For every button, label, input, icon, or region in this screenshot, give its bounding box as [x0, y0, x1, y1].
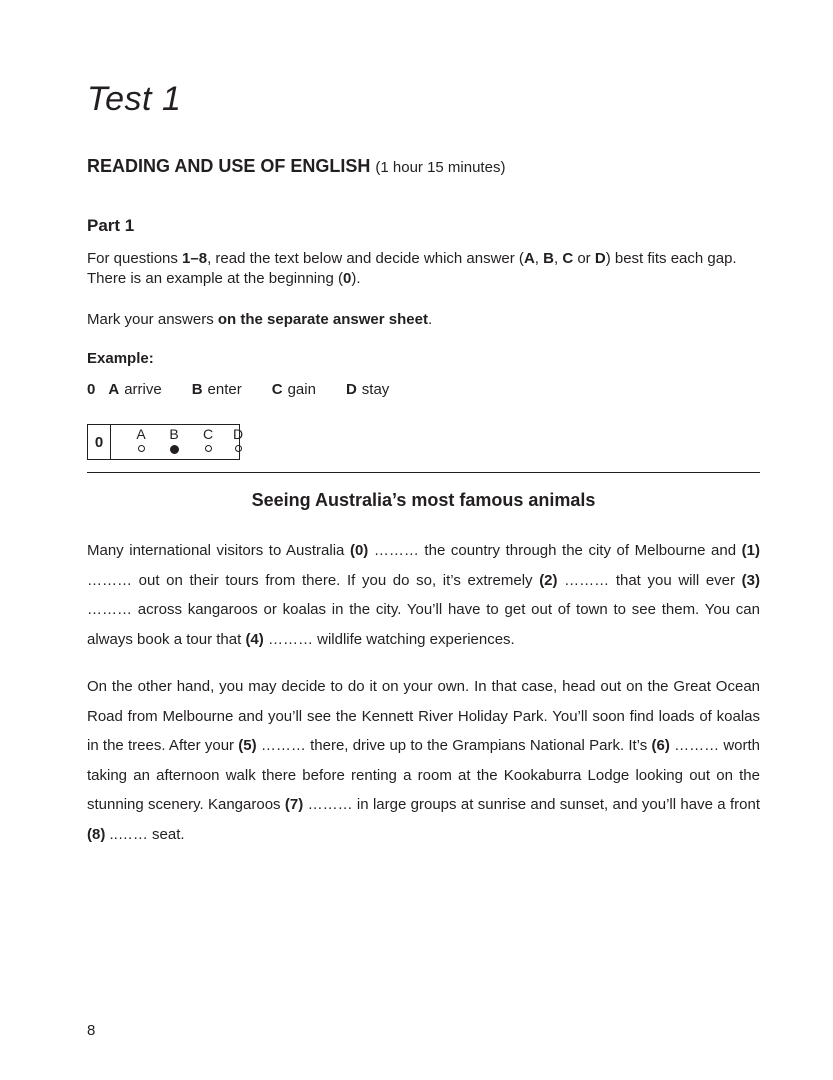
passage-text: ……… there, drive up to the Grampians National Park. It’s	[256, 737, 652, 754]
option-word: gain	[287, 381, 316, 398]
instr-option-b: B	[543, 250, 554, 267]
section-duration: (1 hour 15 minutes)	[375, 159, 506, 176]
answer-box-letters	[111, 425, 244, 459]
passage-text: ……… out on their tours from there. If you do so, it’s extremely	[87, 571, 540, 589]
answer-bubble-a[interactable]	[138, 445, 145, 452]
passage-text: ……… that you will ever	[557, 571, 742, 589]
option-letter: A	[108, 381, 120, 398]
example-options	[87, 381, 419, 398]
example-option-c	[272, 381, 316, 398]
answer-bubble-d[interactable]	[235, 445, 242, 452]
answer-box-number: 0	[88, 425, 111, 459]
instr-text: , read the text below and decide which answer (	[207, 250, 524, 267]
answer-sheet-emphasis: on the separate answer sheet	[217, 311, 428, 328]
example-option-b	[192, 381, 242, 398]
gap-number: (1)	[741, 542, 760, 559]
gap-number: (7)	[284, 796, 304, 813]
section-name: READING AND USE OF ENGLISH	[87, 156, 371, 176]
gap-number: (5)	[238, 737, 257, 754]
passage-text: ……… wildlife watching experiences.	[263, 630, 515, 648]
example-number: 0	[87, 381, 96, 398]
instr-question-range: 1–8	[182, 250, 208, 267]
answer-letter: C	[202, 426, 214, 442]
answer-letter: A	[136, 426, 146, 442]
answer-bubble-c[interactable]	[205, 445, 212, 452]
option-word: enter	[207, 381, 242, 398]
passage-text: ……… worth taking an afternoon walk there before renting a room at the Kookaburra Lodge looking out on the stunning scenery. Kangaroos	[87, 737, 761, 813]
gap-number: (6)	[651, 737, 670, 754]
test-title: Test 1	[87, 80, 182, 118]
instructions-text	[87, 249, 760, 289]
answer-col-b	[166, 427, 182, 454]
passage-text: ……… the country through the city of Melbourne and	[368, 542, 742, 559]
instr-text: For questions	[87, 250, 183, 267]
instr-text: Mark your answers	[87, 311, 218, 328]
passage-text: ……… in large groups at sunrise and sunset, and you’ll have a front	[303, 796, 760, 813]
instr-option-a: A	[523, 250, 535, 267]
passage-text: ..…… seat.	[105, 825, 185, 843]
instr-sep: ,	[534, 250, 544, 267]
instr-sep: ,	[553, 250, 563, 267]
divider-rule	[87, 472, 760, 473]
option-letter: B	[191, 381, 203, 398]
passage-paragraph-1	[87, 536, 760, 654]
gap-number: (3)	[741, 571, 760, 589]
option-letter: C	[271, 381, 283, 398]
instr-text: ).	[351, 270, 361, 287]
example-answer-box	[87, 424, 244, 460]
gap-number: (0)	[349, 542, 369, 559]
answer-letter: D	[232, 426, 244, 442]
option-word: stay	[361, 381, 390, 398]
gap-number: (4)	[245, 630, 264, 648]
instr-option-d: D	[594, 250, 606, 267]
instr-text: .	[427, 311, 433, 328]
passage-text: ……… across kangaroos or koalas in the city. You’ll have to get out of town to see them. You can always book a tour that	[87, 601, 760, 648]
mark-answers-text	[87, 310, 760, 330]
gap-number: (8)	[87, 825, 106, 843]
answer-bubble-b[interactable]	[170, 445, 179, 454]
page-number: 8	[87, 1022, 96, 1039]
passage-title: Seeing Australia’s most famous animals	[251, 490, 596, 510]
passage-paragraph-2	[87, 672, 760, 849]
section-heading	[87, 156, 505, 177]
example-option-a	[108, 381, 161, 398]
gap-number: (2)	[539, 571, 558, 589]
answer-col-a	[133, 427, 149, 452]
passage-text: On the other hand, you may decide to do it on your own. In that case, head out on the Great Ocean Road from Melbourne and you’ll see the Kennett River Holiday Park. You’ll soon find loads of koalas in the trees. After your	[87, 678, 760, 754]
instr-example-num: 0	[343, 270, 352, 287]
answer-letter: B	[169, 426, 179, 442]
answer-col-c	[200, 427, 216, 452]
answer-col-d	[230, 427, 246, 452]
option-letter: D	[345, 381, 357, 398]
option-word: arrive	[124, 381, 162, 398]
instr-text: ) best fits each gap. There is an example at the beginning (	[87, 250, 737, 287]
passage-text: Many international visitors to Australia	[87, 542, 350, 559]
instr-option-c: C	[562, 250, 574, 267]
instr-sep: or	[573, 250, 595, 267]
example-label: Example:	[87, 350, 154, 367]
part-title: Part 1	[87, 216, 135, 235]
example-option-d	[346, 381, 389, 398]
